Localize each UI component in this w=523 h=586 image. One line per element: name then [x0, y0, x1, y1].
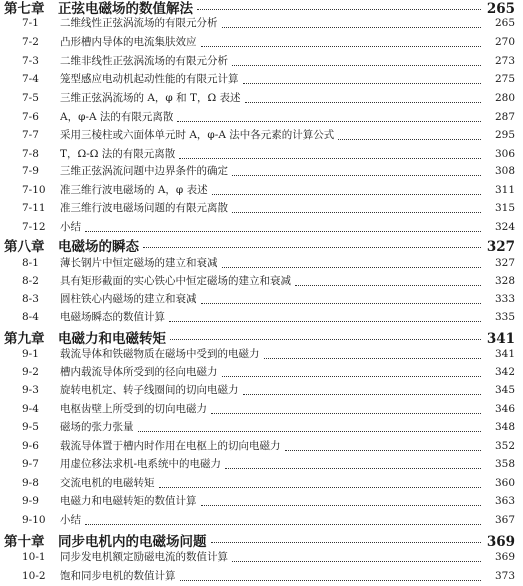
- toc-section-entry[interactable]: [0, 163, 523, 181]
- dot-leader: [222, 267, 482, 268]
- entry-page-number: 363: [494, 495, 515, 507]
- entry-page-number: 335: [494, 311, 515, 323]
- toc-section-entry[interactable]: [0, 364, 523, 382]
- dot-leader: [201, 303, 482, 304]
- entry-number: 8-2: [22, 275, 39, 287]
- toc-chapter-entry[interactable]: [0, 327, 523, 345]
- dot-leader: [243, 83, 482, 84]
- toc-section-entry[interactable]: [0, 291, 523, 309]
- entry-page-number: 280: [494, 92, 515, 104]
- entry-page-number: 295: [494, 129, 515, 141]
- entry-number: 9-7: [22, 458, 39, 470]
- dot-leader: [211, 413, 481, 414]
- entry-page-number: 287: [494, 111, 515, 123]
- entry-number: 8-3: [22, 293, 39, 305]
- dot-leader: [179, 158, 481, 159]
- toc-section-entry[interactable]: [0, 127, 523, 145]
- toc-section-entry[interactable]: [0, 255, 523, 273]
- toc-section-entry[interactable]: [0, 419, 523, 437]
- entry-title: 具有矩形截面的实心铁心中恒定磁场的建立和衰减: [60, 275, 291, 287]
- toc-section-entry[interactable]: [0, 200, 523, 218]
- entry-title: 三维正弦涡流问题中边界条件的确定: [60, 165, 228, 177]
- entry-title: 三维正弦涡流场的 A，φ 和 T，Ω 表述: [60, 92, 241, 104]
- entry-number: 7-7: [22, 129, 39, 141]
- toc-chapter-entry[interactable]: [0, 235, 523, 253]
- entry-page-number: 360: [494, 477, 515, 489]
- entry-page-number: 358: [494, 458, 515, 470]
- toc-chapter-entry[interactable]: [0, 530, 523, 548]
- toc-section-entry[interactable]: [0, 549, 523, 567]
- entry-title: 电磁场的瞬态: [58, 239, 139, 255]
- entry-number: 9-6: [22, 440, 39, 452]
- entry-page-number: 270: [494, 36, 515, 48]
- entry-number: 7-12: [22, 221, 46, 233]
- entry-page-number: 275: [494, 73, 515, 85]
- entry-number: 7-11: [22, 202, 46, 214]
- entry-number: 9-10: [22, 514, 46, 526]
- dot-leader: [285, 450, 482, 451]
- entry-title: 二维非线性正弦涡流场的有限元分析: [60, 55, 228, 67]
- entry-page-number: 352: [494, 440, 515, 452]
- dot-leader: [222, 27, 482, 28]
- dot-leader: [201, 46, 482, 47]
- toc-section-entry[interactable]: [0, 34, 523, 52]
- entry-title: 用虚位移法求机-电系统中的电磁力: [60, 458, 222, 470]
- entry-number: 7-9: [22, 165, 39, 177]
- entry-number: 7-4: [22, 73, 39, 85]
- entry-number: 7-1: [22, 17, 39, 29]
- entry-title: 小结: [60, 221, 81, 233]
- dot-leader: [243, 394, 482, 395]
- toc-section-entry[interactable]: [0, 382, 523, 400]
- dot-leader: [85, 231, 481, 232]
- dot-leader: [169, 321, 481, 322]
- dot-leader: [232, 175, 481, 176]
- entry-number: 7-5: [22, 92, 39, 104]
- dot-leader: [232, 65, 481, 66]
- dot-leader: [232, 212, 481, 213]
- dot-leader: [338, 139, 481, 140]
- dot-leader: [177, 121, 481, 122]
- toc-section-entry[interactable]: [0, 109, 523, 127]
- entry-title: T，Ω-Ω 法的有限元离散: [60, 148, 176, 160]
- entry-number: 第七章: [4, 1, 45, 17]
- entry-page-number: 341: [494, 348, 515, 360]
- toc-section-entry[interactable]: [0, 512, 523, 530]
- dot-leader: [232, 561, 481, 562]
- entry-title: 旋转电机定、转子线圈间的切向电磁力: [60, 384, 239, 396]
- dot-leader: [85, 524, 481, 525]
- entry-number: 9-4: [22, 403, 39, 415]
- entry-page-number: 342: [494, 366, 515, 378]
- entry-number: 9-1: [22, 348, 39, 360]
- entry-number: 第九章: [4, 331, 45, 347]
- toc-section-entry[interactable]: [0, 346, 523, 364]
- dot-leader: [225, 468, 481, 469]
- toc-section-entry[interactable]: [0, 90, 523, 108]
- toc-section-entry[interactable]: [0, 71, 523, 89]
- toc-section-entry[interactable]: [0, 273, 523, 291]
- entry-page-number: 341: [486, 331, 515, 347]
- entry-title: 槽内载流导体所受到的径向电磁力: [60, 366, 218, 378]
- entry-number: 10-2: [22, 570, 46, 582]
- toc-section-entry[interactable]: [0, 475, 523, 493]
- toc-section-entry[interactable]: [0, 309, 523, 327]
- entry-title: 采用三棱柱或六面体单元时 A，φ-A 法中各元素的计算公式: [60, 129, 335, 141]
- entry-title: 同步发电机额定励磁电流的数值计算: [60, 551, 228, 563]
- entry-title: 准三维行波电磁场问题的有限元离散: [60, 202, 228, 214]
- entry-title: 电磁力和电磁转矩: [58, 331, 166, 347]
- entry-page-number: 369: [486, 534, 515, 550]
- dot-leader: [138, 431, 482, 432]
- entry-number: 9-5: [22, 421, 39, 433]
- entry-page-number: 345: [494, 384, 515, 396]
- entry-page-number: 265: [494, 17, 515, 29]
- toc-section-entry[interactable]: [0, 493, 523, 511]
- dot-leader: [201, 505, 482, 506]
- entry-page-number: 327: [486, 239, 515, 255]
- entry-page-number: 306: [494, 148, 515, 160]
- toc-section-entry[interactable]: [0, 15, 523, 33]
- entry-title: 正弦电磁场的数值解法: [58, 1, 193, 17]
- entry-page-number: 367: [494, 514, 515, 526]
- dot-leader: [245, 102, 482, 103]
- entry-page-number: 346: [494, 403, 515, 415]
- toc-section-entry[interactable]: [0, 456, 523, 474]
- toc-section-entry[interactable]: [0, 182, 523, 200]
- entry-number: 7-6: [22, 111, 39, 123]
- dot-leader: [180, 580, 482, 581]
- entry-title: 二维线性正弦涡流场的有限元分析: [60, 17, 218, 29]
- entry-title: 载流导体和铁磁物质在磁场中受到的电磁力: [60, 348, 260, 360]
- dot-leader: [159, 487, 482, 488]
- entry-title: 电磁力和电磁转矩的数值计算: [60, 495, 197, 507]
- dot-leader: [295, 285, 481, 286]
- entry-number: 10-1: [22, 551, 46, 563]
- entry-page-number: 315: [494, 202, 515, 214]
- entry-number: 7-2: [22, 36, 39, 48]
- entry-number: 7-8: [22, 148, 39, 160]
- dot-leader: [211, 542, 482, 543]
- entry-page-number: 273: [494, 55, 515, 67]
- toc-chapter-entry[interactable]: [0, 0, 523, 15]
- entry-title: 准三维行波电磁场的 A，φ 表述: [60, 184, 208, 196]
- entry-page-number: 311: [494, 184, 515, 196]
- entry-title: 饱和同步电机的数值计算: [60, 570, 176, 582]
- entry-number: 8-4: [22, 311, 39, 323]
- entry-title: 同步电机内的电磁场问题: [58, 534, 207, 550]
- toc-section-entry[interactable]: [0, 146, 523, 164]
- entry-page-number: 265: [486, 1, 515, 17]
- entry-title: 交流电机的电磁转矩: [60, 477, 155, 489]
- entry-page-number: 373: [494, 570, 515, 582]
- entry-title: A，φ-A 法的有限元离散: [60, 111, 174, 123]
- toc-section-entry[interactable]: [0, 53, 523, 71]
- entry-title: 电枢齿壁上所受到的切向电磁力: [60, 403, 207, 415]
- toc-section-entry[interactable]: [0, 401, 523, 419]
- entry-page-number: 308: [494, 165, 515, 177]
- entry-number: 第八章: [4, 239, 45, 255]
- dot-leader: [143, 247, 481, 248]
- entry-number: 8-1: [22, 257, 39, 269]
- entry-number: 7-10: [22, 184, 46, 196]
- entry-title: 磁场的张力张量: [60, 421, 134, 433]
- toc-section-entry[interactable]: [0, 438, 523, 456]
- dot-leader: [212, 194, 481, 195]
- entry-page-number: 333: [494, 293, 515, 305]
- entry-title: 电磁场瞬态的数值计算: [60, 311, 165, 323]
- entry-number: 9-8: [22, 477, 39, 489]
- dot-leader: [264, 358, 482, 359]
- entry-page-number: 328: [494, 275, 515, 287]
- entry-title: 小结: [60, 514, 81, 526]
- entry-number: 9-2: [22, 366, 39, 378]
- entry-number: 9-3: [22, 384, 39, 396]
- dot-leader: [222, 376, 482, 377]
- dot-leader: [197, 9, 481, 10]
- entry-title: 薄长钢片中恒定磁场的建立和衰减: [60, 257, 218, 269]
- entry-page-number: 324: [494, 221, 515, 233]
- dot-leader: [170, 339, 481, 340]
- entry-number: 第十章: [4, 534, 45, 550]
- entry-title: 载流导体置于槽内时作用在电枢上的切向电磁力: [60, 440, 281, 452]
- toc-section-entry[interactable]: [0, 568, 523, 586]
- entry-number: 9-9: [22, 495, 39, 507]
- entry-title: 笼型感应电动机起动性能的有限元计算: [60, 73, 239, 85]
- entry-page-number: 327: [494, 257, 515, 269]
- entry-number: 7-3: [22, 55, 39, 67]
- entry-page-number: 348: [494, 421, 515, 433]
- entry-title: 圆柱铁心内磁场的建立和衰减: [60, 293, 197, 305]
- entry-page-number: 369: [494, 551, 515, 563]
- entry-title: 凸形槽内导体的电流集肤效应: [60, 36, 197, 48]
